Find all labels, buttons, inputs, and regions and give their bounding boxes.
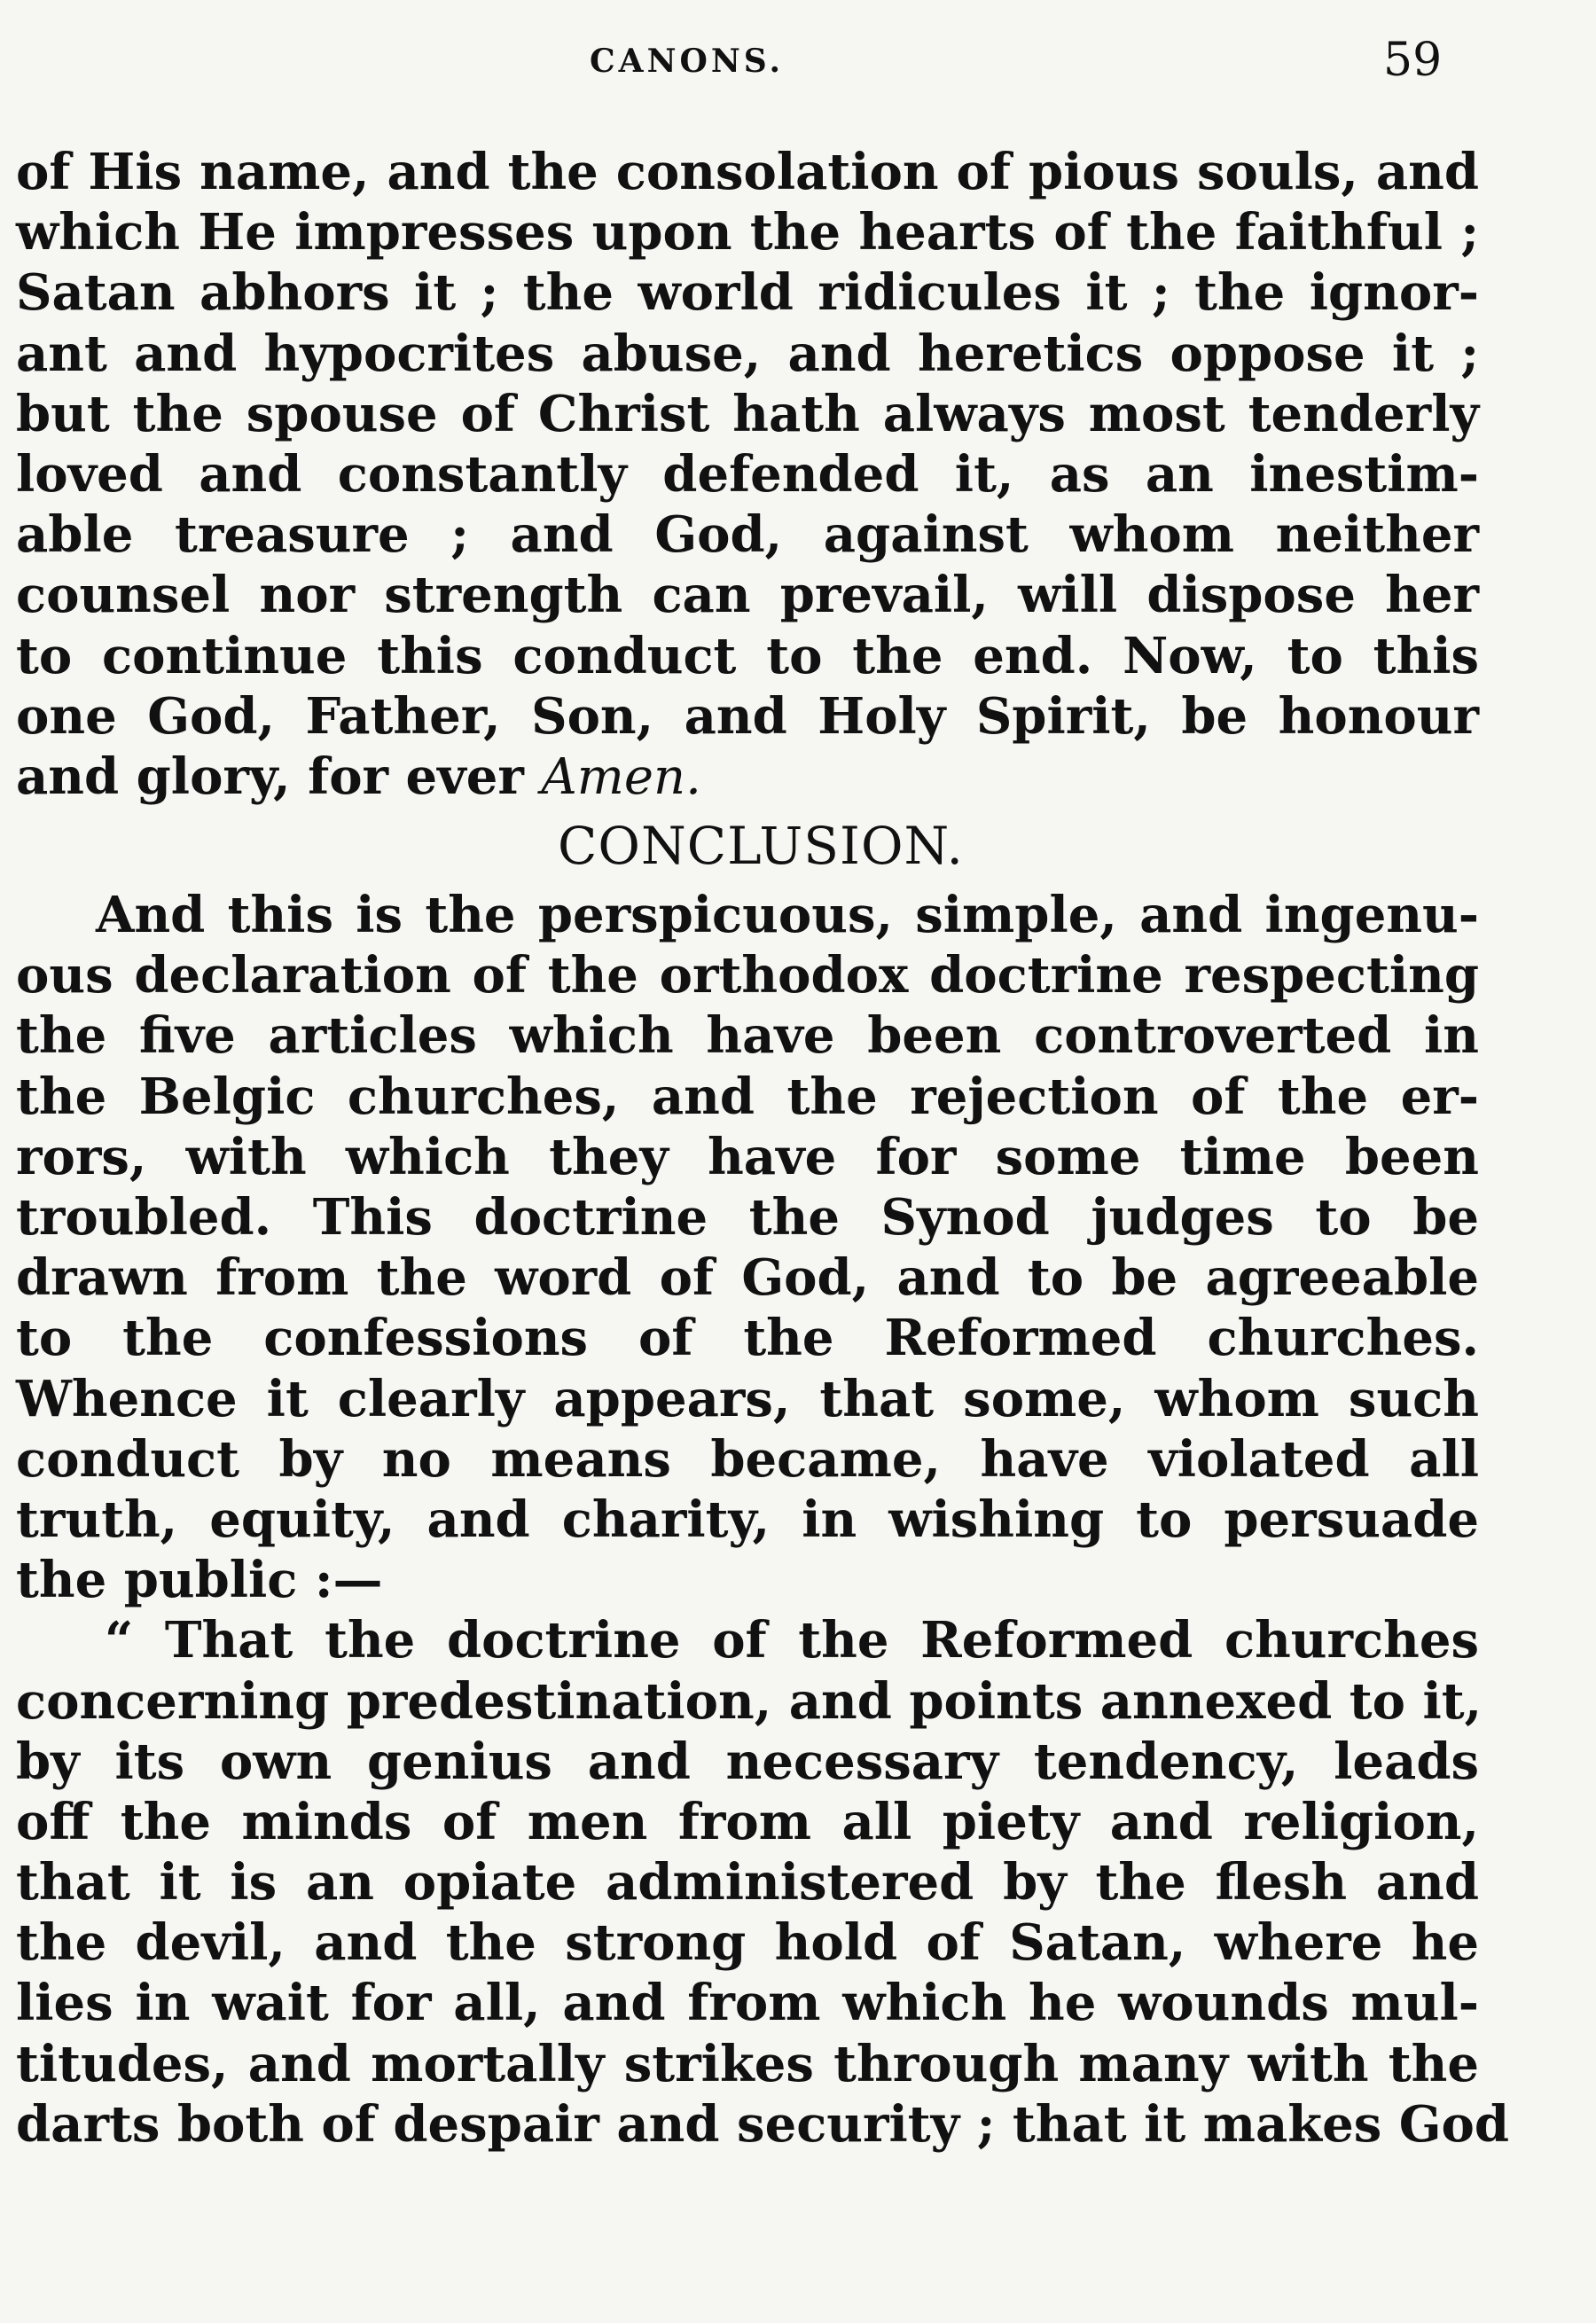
text-line: And this is the perspicuous, simple, and ingenu- (96, 886, 1479, 945)
text-line: Satan abhors it ; the world ridicules it ; the ignor- (16, 263, 1479, 323)
paragraph-quotation (16, 1610, 1510, 2155)
amen-italic: Amen. (541, 747, 701, 806)
text-line: truth, equity, and charity, in wishing to persuade (16, 1490, 1479, 1549)
text-line: drawn from the word of God, and to be agreeable (16, 1248, 1479, 1308)
text-line: that it is an opiate administered by the flesh and (16, 1853, 1479, 1912)
text-line: lies in wait for all, and from which he wounds mul- (16, 1974, 1479, 2033)
text-line: to the confessions of the Reformed churches. (16, 1309, 1479, 1368)
text-line: darts both of despair and security ; that it makes God (16, 2094, 1510, 2154)
text-line: able treasure ; and God, against whom neither (16, 505, 1479, 565)
text-line: Whence it clearly appears, that some, whom such (16, 1369, 1479, 1428)
text-line-last (16, 747, 1479, 807)
text-line-last: the public :— (16, 1551, 383, 1610)
text-line: one God, Father, Son, and Holy Spirit, be honour (16, 686, 1479, 746)
text-line: the devil, and the strong hold of Satan, where he (16, 1913, 1479, 1973)
text-line: rors, with which they have for some time been (16, 1127, 1479, 1186)
text-line: but the spouse of Christ hath always most tenderly (16, 384, 1479, 443)
text-line: counsel nor strength can prevail, will dispose her (16, 566, 1479, 625)
text-line: off the minds of men from all piety and religion, (16, 1792, 1479, 1851)
text-line: the five articles which have been controverted in (16, 1006, 1479, 1066)
text-line-start: and glory, for ever (16, 747, 542, 806)
text-line: ous declaration of the orthodox doctrine respecting (16, 946, 1479, 1005)
text-line: concerning predestination, and points annexed to it, (16, 1671, 1483, 1731)
running-head (0, 34, 1596, 87)
running-title: CANONS. (590, 43, 785, 80)
text-line: loved and constantly defended it, as an inestim- (16, 444, 1479, 504)
text-line: titudes, and mortally strikes through many with the (16, 2034, 1479, 2093)
text-line: troubled. This doctrine the Synod judges to be (16, 1188, 1479, 1247)
text-line: conduct by no means became, have violated all (16, 1429, 1479, 1489)
paragraph-conclusion (16, 885, 1479, 1610)
text-line: to continue this conduct to the end. Now, to this (16, 626, 1479, 685)
page-number: 59 (1383, 34, 1443, 87)
text-line: ant and hypocrites abuse, and heretics oppose it ; (16, 324, 1479, 383)
text-line: of His name, and the consolation of pious souls, and (16, 143, 1479, 201)
text-line: by its own genius and necessary tendency, leads (16, 1732, 1479, 1791)
text-line: which He impresses upon the hearts of the faithful ; (16, 203, 1479, 262)
text-block (16, 142, 1510, 2155)
section-heading: CONCLUSION. (558, 816, 964, 877)
text-line: the Belgic churches, and the rejection of the er- (16, 1067, 1479, 1126)
text-line: “ That the doctrine of the Reformed churches (105, 1611, 1479, 1670)
paragraph-continuation (16, 142, 1479, 807)
